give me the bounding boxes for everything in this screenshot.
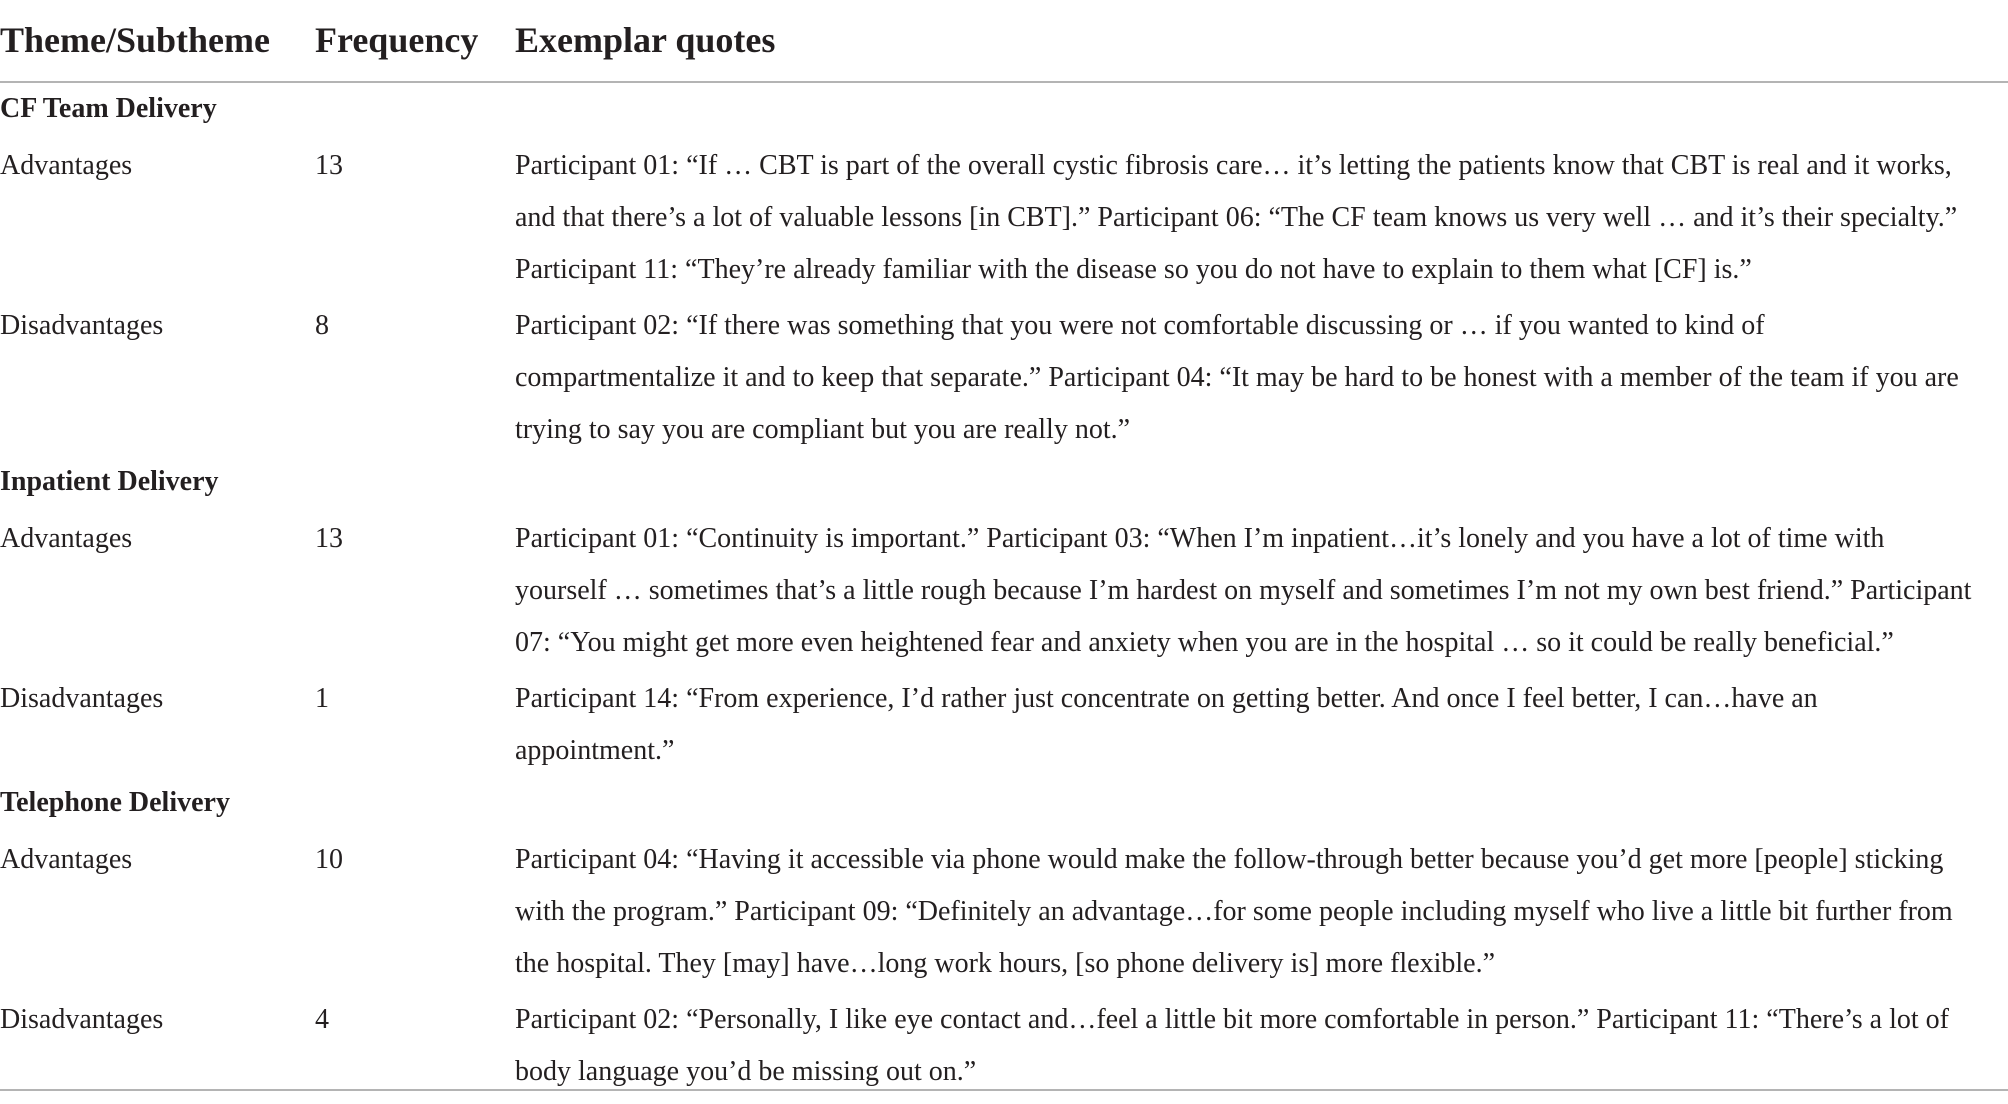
table-row (0, 509, 2008, 669)
subtheme-cell: Advantages (0, 523, 133, 554)
table-row (0, 990, 2008, 1098)
subtheme-cell: Disadvantages (0, 1004, 164, 1035)
quote-line: compartmentalize it and to keep that separate.” Participant 04: “It may be hard to be honest with a member of the team if you are (515, 362, 1959, 393)
quote-cell (515, 830, 2008, 990)
section-heading (0, 456, 2008, 509)
table-body (0, 83, 2008, 1098)
table-row (0, 136, 2008, 296)
quote-line: Participant 01: “If … CBT is part of the overall cystic fibrosis care… it’s letting the patients know that CBT is real and it works, (515, 150, 1952, 181)
subtheme-cell: Advantages (0, 150, 133, 181)
section-heading (0, 83, 2008, 136)
quote-line: Participant 02: “Personally, I like eye contact and…feel a little bit more comfortable in person.” Participant 11: “There’s a lot of (515, 1004, 1949, 1035)
quote-cell (515, 990, 2008, 1098)
section-heading (0, 777, 2008, 830)
table-row (0, 669, 2008, 777)
section-title: Telephone Delivery (0, 787, 230, 818)
table-row (0, 830, 2008, 990)
frequency-cell: 4 (315, 1004, 329, 1035)
quote-line: body language you’d be missing out on.” (515, 1056, 977, 1087)
frequency-cell: 8 (315, 310, 329, 341)
quote-cell (515, 296, 2008, 456)
quote-line: Participant 04: “Having it accessible via phone would make the follow-through better because you’d get more [people] sticking (515, 844, 1944, 875)
header-theme: Theme/Subtheme (0, 20, 270, 60)
table-row (0, 296, 2008, 456)
quote-line: the hospital. They [may] have…long work hours, [so phone delivery is] more flexible.” (515, 948, 1496, 979)
quote-line: 07: “You might get more even heightened fear and anxiety when you are in the hospital … so it could be really beneficial.” (515, 627, 1894, 658)
table-header (0, 0, 2008, 83)
frequency-cell: 10 (315, 844, 343, 875)
subtheme-cell: Advantages (0, 844, 133, 875)
section-title: Inpatient Delivery (0, 466, 219, 497)
quote-line: Participant 14: “From experience, I’d rather just concentrate on getting better. And once I feel better, I can…have an (515, 683, 1818, 714)
quote-line: Participant 11: “They’re already familiar with the disease so you do not have to explain to them what [CF] is.” (515, 254, 1752, 285)
bottom-rule (0, 1089, 2008, 1091)
quote-line: yourself … sometimes that’s a little rough because I’m hardest on myself and sometimes I’m not my own best friend.” Participant (515, 575, 1972, 606)
quote-cell (515, 509, 2008, 669)
header-quotes: Exemplar quotes (515, 20, 776, 60)
quote-line: with the program.” Participant 09: “Definitely an advantage…for some people including myself who live a little bit further from (515, 896, 1953, 927)
header-frequency: Frequency (315, 20, 479, 60)
subtheme-cell: Disadvantages (0, 310, 164, 341)
quote-cell (515, 136, 2008, 296)
quote-line: appointment.” (515, 735, 675, 766)
frequency-cell: 13 (315, 523, 343, 554)
quote-line: and that there’s a lot of valuable lessons [in CBT].” Participant 06: “The CF team knows us very well … and it’s their specialty.” (515, 202, 1958, 233)
quote-line: Participant 02: “If there was something that you were not comfortable discussing or … if you wanted to kind of (515, 310, 1765, 341)
quote-cell (515, 669, 2008, 777)
frequency-cell: 13 (315, 150, 343, 181)
subtheme-cell: Disadvantages (0, 683, 164, 714)
quote-line: Participant 01: “Continuity is important.” Participant 03: “When I’m inpatient…it’s lonely and you have a lot of time with (515, 523, 1885, 554)
quote-line: trying to say you are compliant but you are really not.” (515, 414, 1131, 445)
frequency-cell: 1 (315, 683, 329, 714)
section-title: CF Team Delivery (0, 93, 217, 124)
